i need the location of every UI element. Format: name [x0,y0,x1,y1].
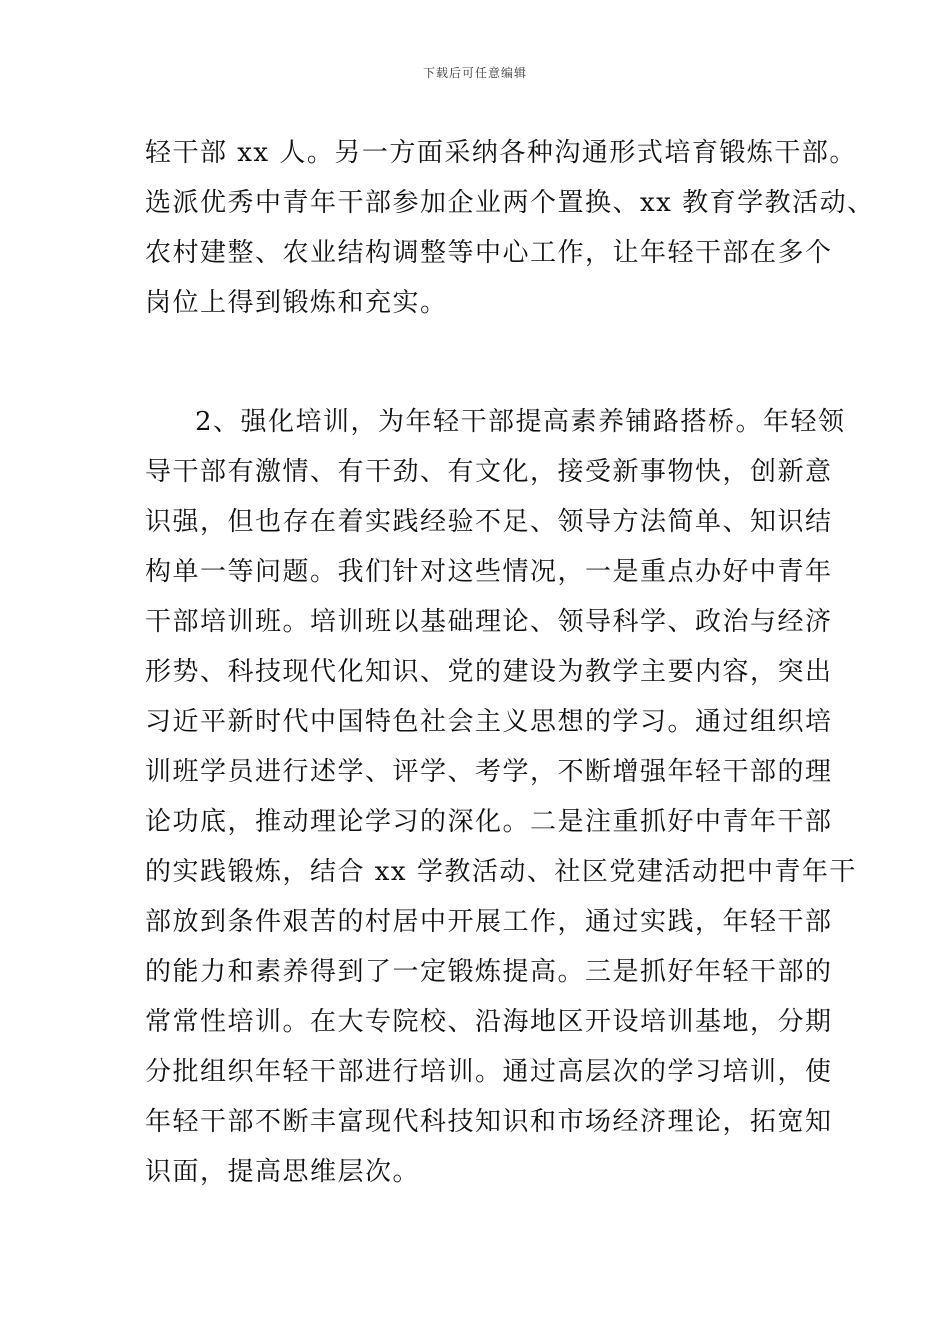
paragraph-line: 形势、科技现代化知识、党的建设为教学主要内容，突出 [145,657,833,687]
paragraph-line: 导干部有激情、有干劲、有文化，接受新事物快，创新意 [145,457,833,487]
paragraph-line: 论功底，推动理论学习的深化。二是注重抓好中青年干部 [145,807,833,837]
page-header-note: 下载后可任意编辑 [422,66,527,80]
paragraph-line: 2、强化培训，为年轻干部提高素养铺路搭桥。年轻领 [195,407,846,437]
paragraph-line: 轻干部 xx 人。另一方面采纳各种沟通形式培育锻炼干部。 [145,138,857,168]
paragraph-line: 的能力和素养得到了一定锻炼提高。三是抓好年轻干部的 [145,957,833,987]
paragraph-line: 常常性培训。在大专院校、沿海地区开设培训基地，分期 [145,1007,833,1037]
paragraph-gap [145,328,825,397]
paragraph-line: 训班学员进行述学、评学、考学，不断增强年轻干部的理 [145,757,833,787]
paragraph-line: 的实践锻炼，结合 xx 学教活动、社区党建活动把中青年干 [145,857,857,887]
paragraph-line: 岗位上得到锻炼和充实。 [145,288,448,318]
paragraph-line: 农村建整、农业结构调整等中心工作，让年轻干部在多个 [145,238,833,268]
paragraph-line: 干部培训班。培训班以基础理论、领导科学、政治与经济 [145,607,833,637]
paragraph-line: 选派优秀中青年干部参加企业两个置换、xx 教育学教活动、 [145,188,875,218]
paragraph-line: 识强，但也存在着实践经验不足、领导方法简单、知识结 [145,507,833,537]
paragraph-line: 部放到条件艰苦的村居中开展工作，通过实践，年轻干部 [145,907,833,937]
paragraph-2 [145,397,857,1197]
paragraph-line: 年轻干部不断丰富现代科技知识和市场经济理论，拓宽知 [145,1107,833,1137]
paragraph-line: 构单一等问题。我们针对这些情况，一是重点办好中青年 [145,557,833,587]
paragraph-line: 识面，提高思维层次。 [145,1157,421,1187]
paragraph-line: 习近平新时代中国特色社会主义思想的学习。通过组织培 [145,707,833,737]
document-body [145,128,875,1197]
paragraph-line: 分批组织年轻干部进行培训。通过高层次的学习培训，使 [145,1057,833,1087]
paragraph-1 [145,128,875,328]
